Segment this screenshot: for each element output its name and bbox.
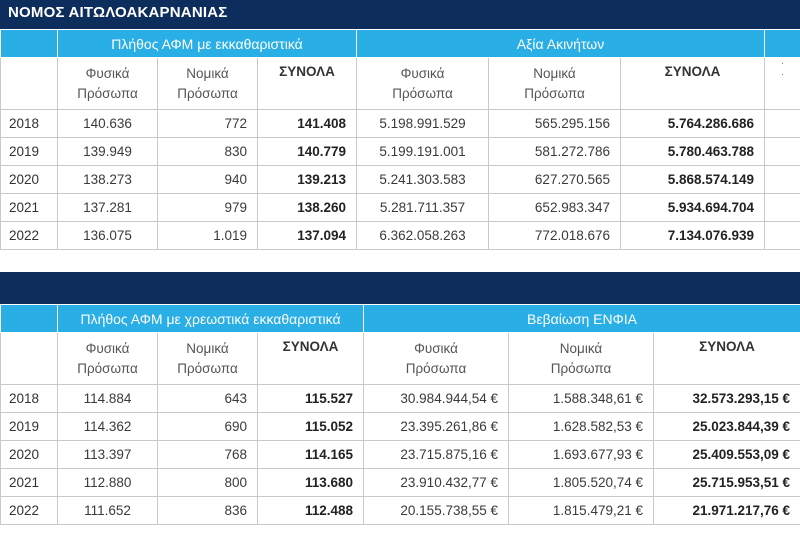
cell: 800 — [158, 469, 258, 497]
cell: 21.971.217,76 € — [654, 497, 800, 525]
cell: 643 — [158, 385, 258, 413]
column-header: Νομικά Πρόσωπα — [489, 58, 621, 110]
cell: 6.362.058.263 — [357, 222, 489, 250]
cell: 1.019 — [158, 222, 258, 250]
column-header: Φυσικά Πρόσωπα — [357, 58, 489, 110]
year-cell: 2022 — [1, 222, 58, 250]
cell: 137.094 — [258, 222, 357, 250]
group-header: Αξία Ακινήτων — [357, 30, 765, 58]
cell: 5.241.303.583 — [357, 166, 489, 194]
table-row — [1, 413, 800, 441]
table-row — [1, 138, 800, 166]
table-row — [1, 222, 800, 250]
year-cell: 2020 — [1, 166, 58, 194]
cell: 1.588.348,61 € — [509, 385, 654, 413]
cell: 7.134.076.939 — [621, 222, 765, 250]
cell: 565.295.156 — [489, 110, 621, 138]
column-header: Φυσικά Πρόσωπα — [58, 58, 158, 110]
cell: 5.764.286.686 — [621, 110, 765, 138]
cell: 772.018.676 — [489, 222, 621, 250]
cell: 5.868.574.149 — [621, 166, 765, 194]
band-blank — [1, 30, 58, 58]
cell — [765, 166, 800, 194]
cell: 1.815.479,21 € — [509, 497, 654, 525]
cell: 25.715.953,51 € — [654, 469, 800, 497]
cell: 23.395.261,86 € — [364, 413, 509, 441]
column-header: ΣΥΝΟΛΑ — [654, 333, 800, 385]
cell: 25.409.553,09 € — [654, 441, 800, 469]
cell: 140.779 — [258, 138, 357, 166]
section-bar — [0, 272, 800, 304]
group-header: Πλήθος ΑΦΜ με εκκαθαριστικά — [58, 30, 357, 58]
column-header: ΣΥΝΟΛΑ — [258, 333, 364, 385]
cell: 140.636 — [58, 110, 158, 138]
cell: 1.805.520,74 € — [509, 469, 654, 497]
year-cell: 2019 — [1, 138, 58, 166]
year-header — [1, 58, 58, 110]
table-row — [1, 497, 800, 525]
year-cell: 2021 — [1, 194, 58, 222]
column-header: Φυσικά Πρόσωπα — [364, 333, 509, 385]
header-bar — [0, 0, 800, 29]
cell: 114.165 — [258, 441, 364, 469]
table-row — [1, 469, 800, 497]
band-blank — [1, 305, 58, 333]
cell: 690 — [158, 413, 258, 441]
year-header — [1, 333, 58, 385]
cell: 112.880 — [58, 469, 158, 497]
cell: 979 — [158, 194, 258, 222]
overflow-marks: · · — [765, 58, 800, 110]
cell — [765, 194, 800, 222]
cell: 111.652 — [58, 497, 158, 525]
cell: 20.155.738,55 € — [364, 497, 509, 525]
cell: 5.281.711.357 — [357, 194, 489, 222]
cell: 137.281 — [58, 194, 158, 222]
cell: 1.693.677,93 € — [509, 441, 654, 469]
cell: 5.780.463.788 — [621, 138, 765, 166]
column-header: Νομικά Πρόσωπα — [158, 58, 258, 110]
cell: 115.052 — [258, 413, 364, 441]
cell: 114.362 — [58, 413, 158, 441]
cell: 139.949 — [58, 138, 158, 166]
cell: 581.272.786 — [489, 138, 621, 166]
column-header: Νομικά Πρόσωπα — [158, 333, 258, 385]
cell: 836 — [158, 497, 258, 525]
column-header: ΣΥΝΟΛΑ — [258, 58, 357, 110]
cell: 25.023.844,39 € — [654, 413, 800, 441]
cell: 627.270.565 — [489, 166, 621, 194]
cell: 30.984.944,54 € — [364, 385, 509, 413]
column-header: ΣΥΝΟΛΑ — [621, 58, 765, 110]
cell — [765, 110, 800, 138]
cell: 139.213 — [258, 166, 357, 194]
column-header: Νομικά Πρόσωπα — [509, 333, 654, 385]
year-cell: 2021 — [1, 469, 58, 497]
page-title: ΝΟΜΟΣ ΑΙΤΩΛΟΑΚΑΡΝΑΝΙΑΣ — [8, 4, 228, 21]
year-cell: 2018 — [1, 385, 58, 413]
cell: 114.884 — [58, 385, 158, 413]
group-header: Πλήθος ΑΦΜ με χρεωστικά εκκαθαριστικά — [58, 305, 364, 333]
cell: 768 — [158, 441, 258, 469]
column-header: Φυσικά Πρόσωπα — [58, 333, 158, 385]
band-blank — [765, 30, 800, 58]
cell: 115.527 — [258, 385, 364, 413]
cell: 113.680 — [258, 469, 364, 497]
cell — [765, 222, 800, 250]
cell: 5.934.694.704 — [621, 194, 765, 222]
cell: 23.910.432,77 € — [364, 469, 509, 497]
cell — [765, 138, 800, 166]
cell: 5.198.991.529 — [357, 110, 489, 138]
cell: 1.628.582,53 € — [509, 413, 654, 441]
cell: 138.260 — [258, 194, 357, 222]
enfia-table — [0, 304, 800, 525]
table-row — [1, 194, 800, 222]
cell: 652.983.347 — [489, 194, 621, 222]
year-cell: 2020 — [1, 441, 58, 469]
cell: 138.273 — [58, 166, 158, 194]
cell: 141.408 — [258, 110, 357, 138]
year-cell: 2018 — [1, 110, 58, 138]
cell: 5.199.191.001 — [357, 138, 489, 166]
cell: 32.573.293,15 € — [654, 385, 800, 413]
cell: 940 — [158, 166, 258, 194]
cell: 830 — [158, 138, 258, 166]
cell: 136.075 — [58, 222, 158, 250]
property-value-table — [0, 29, 800, 250]
year-cell: 2019 — [1, 413, 58, 441]
cell: 113.397 — [58, 441, 158, 469]
cell: 772 — [158, 110, 258, 138]
year-cell: 2022 — [1, 497, 58, 525]
cell: 112.488 — [258, 497, 364, 525]
group-header: Βεβαίωση ΕΝΦΙΑ — [364, 305, 800, 333]
table-row — [1, 110, 800, 138]
table-row — [1, 166, 800, 194]
table-row — [1, 441, 800, 469]
cell: 23.715.875,16 € — [364, 441, 509, 469]
table-row — [1, 385, 800, 413]
